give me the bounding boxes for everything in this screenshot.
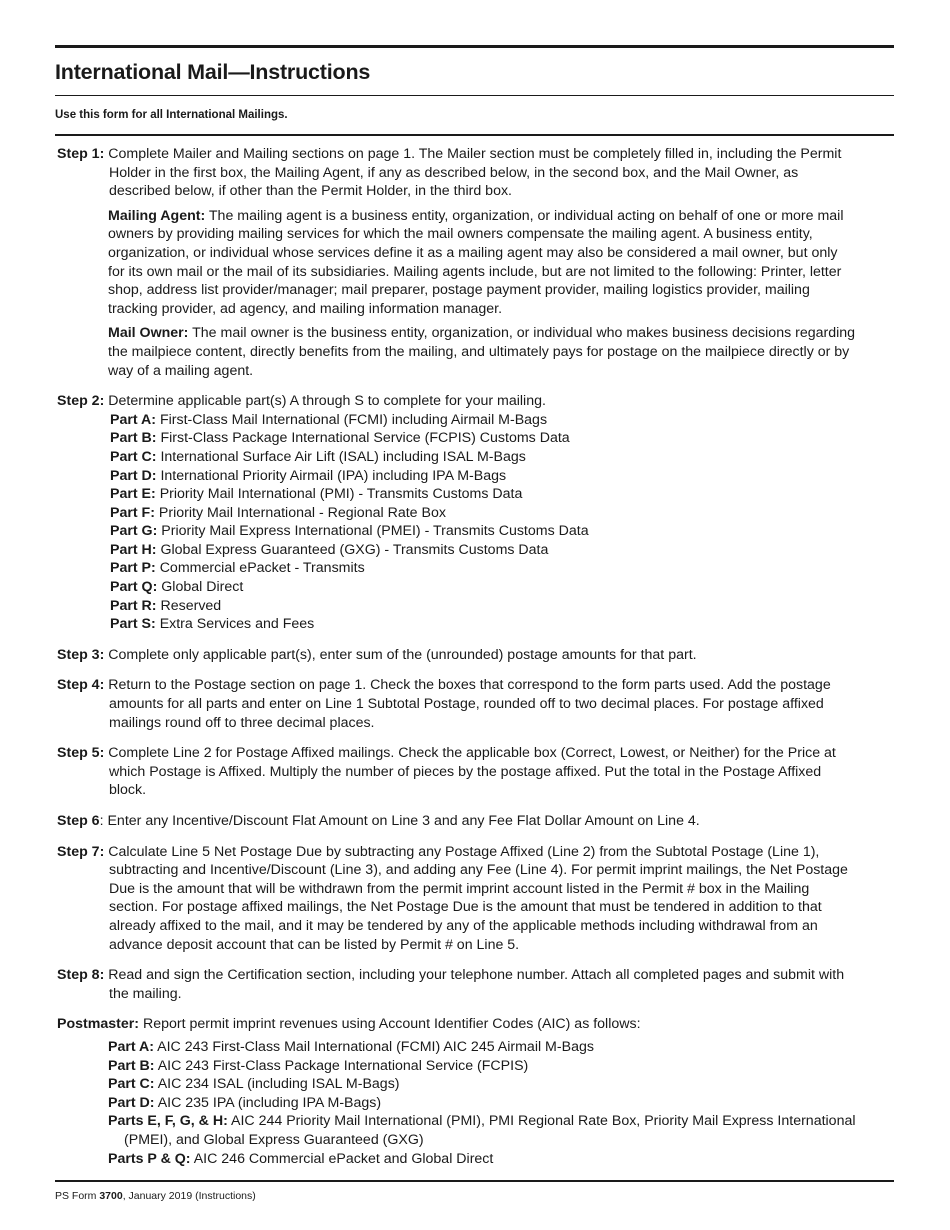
list-item: Part A: First-Class Mail International (FCMI) including Airmail M-Bags (110, 411, 548, 428)
definition-text: The mailing agent is a business entity, organization, or individual acting on behalf of one or more mail owners by providing mailing services for which the mail owners compensate the mailing agent. A business entity, organization, or individual whose services define it as a mailing agent may also be considered a mail owner, but only for its own mail or the mail of its subsidiaries. Mailing agents include, but are not limited to the following: Printer, letter shop, address list provider/manager; mail preparer, postage payment provider, mailing logistics provider, mailing tracking provider, ad agency, and mailing information manager. (108, 207, 844, 317)
mailing-agent-definition (108, 207, 857, 319)
list-item: Parts P & Q: AIC 246 Commercial ePacket and Global Direct (108, 1150, 494, 1167)
step-label: Step 6 (57, 813, 100, 829)
postmaster-text: Report permit imprint revenues using Account Identifier Codes (AIC) as follows: (142, 1016, 641, 1033)
step-text: : Enter any Incentive/Discount Flat Amount on Line 3 and any Fee Flat Dollar Amount on Line 4. (99, 813, 700, 829)
definition-label: Mail Owner: (108, 325, 189, 342)
list-item: Parts E, F, G, & H: AIC 244 Priority Mail International (PMI), PMI Regional Rate Box, Priority Mail Express International (PMEI), and Global Express Guaranteed (GXG) (108, 1113, 856, 1148)
step-label: Step 2: (57, 393, 105, 410)
list-item: Part B: First-Class Package International Service (FCPIS) Customs Data (110, 430, 570, 447)
page-subtitle: Use this form for all International Mailings. (55, 109, 288, 121)
list-item: Part D: AIC 235 IPA (including IPA M-Bags) (108, 1094, 382, 1111)
list-item: Part H: Global Express Guaranteed (GXG) - Transmits Customs Data (110, 541, 549, 558)
page-title: International Mail—Instructions (55, 60, 371, 84)
step-text: Complete Mailer and Mailing sections on page 1. The Mailer section must be completely filled in, including the Permit Holder in the first box, the Mailing Agent, if any as described below, in the second box, and the Mail Owner, as described below, if other than the Permit Holder, in the third box. (108, 146, 842, 200)
step-text: Return to the Postage section on page 1. Check the boxes that correspond to the form parts used. Add the postage amounts for all parts and enter on Line 1 Subtotal Postage, rounded off to two decimal places. For postage affixed mailings round off to three decimal places. (108, 677, 831, 731)
step-8 (57, 966, 857, 1003)
form-footer: PS Form 3700, January 2019 (Instructions) (55, 1190, 256, 1202)
form-number: 3700 (99, 1190, 123, 1202)
parts-list (110, 411, 857, 634)
list-item: Part P: Commercial ePacket - Transmits (110, 560, 365, 577)
step-4 (57, 676, 857, 732)
aic-list (57, 1038, 857, 1168)
list-item: Part A: AIC 243 First-Class Mail International (FCMI) AIC 245 Airmail M-Bags (108, 1038, 594, 1055)
step-label: Step 4: (57, 677, 105, 694)
list-item: Part R: Reserved (110, 597, 222, 614)
step-text: Calculate Line 5 Net Postage Due by subtracting any Postage Affixed (Line 2) from the Subtotal Postage (Line 1), subtracting and Incentive/Discount (Line 3), and adding any Fee (Line 4). For permit imprint mailings, the Net Postage Due is the amount that will be withdrawn from the permit imprint account listed in the Permit # box in the Mailing section. For postage affixed mailings, the Net Postage Due is the amount that must be tendered in addition to that already affixed to the mail, and it may be tendered by any of the applicable methods including withdrawal from an advance deposit account that can be listed by Permit # on Line 5. (108, 843, 848, 953)
step-5 (57, 744, 857, 800)
mail-owner-definition (108, 324, 857, 380)
list-item: Part F: Priority Mail International - Regional Rate Box (110, 504, 446, 521)
step-text: Determine applicable part(s) A through S to complete for your mailing. (108, 393, 546, 410)
list-item: Part S: Extra Services and Fees (110, 616, 315, 633)
title-divider (55, 95, 894, 96)
list-item: Part Q: Global Direct (110, 579, 244, 596)
list-item: Part B: AIC 243 First-Class Package International Service (FCPIS) (108, 1057, 529, 1074)
top-rule (55, 45, 894, 48)
step-2 (57, 392, 857, 411)
step-text: Complete Line 2 for Postage Affixed mailings. Check the applicable box (Correct, Lowest, or Neither) for the Price at which Postage is Affixed. Multiply the number of pieces by the postage affixed. Put the total in the Postage Affixed block. (108, 745, 836, 799)
step-label: Step 1: (57, 146, 105, 162)
definition-text: The mail owner is the business entity, organization, or individual who makes business decisions regarding the mailpiece content, directly benefits from the mailing, and ultimately pays for postage on the mailpiece directly or by way of a mailing agent. (108, 325, 856, 379)
step-6 (57, 812, 857, 831)
step-label: Step 7: (57, 843, 105, 860)
definition-label: Mailing Agent: (108, 207, 206, 224)
list-item: Part C: International Surface Air Lift (ISAL) including ISAL M-Bags (110, 448, 526, 465)
list-item: Part D: International Priority Airmail (IPA) including IPA M-Bags (110, 467, 507, 484)
step-3 (57, 646, 857, 665)
instructions-body (57, 145, 857, 1168)
step-label: Step 8: (57, 967, 105, 984)
postmaster-label: Postmaster: (57, 1016, 140, 1033)
step-7 (57, 843, 857, 955)
step-1 (57, 145, 857, 201)
step-label: Step 5: (57, 745, 105, 762)
list-item: Part G: Priority Mail Express International (PMEI) - Transmits Customs Data (110, 523, 589, 540)
step-label: Step 3: (57, 646, 105, 663)
list-item: Part C: AIC 234 ISAL (including ISAL M-Bags) (108, 1076, 400, 1093)
bottom-rule (55, 1180, 894, 1182)
step-text: Read and sign the Certification section, including your telephone number. Attach all completed pages and submit with the mailing. (108, 967, 845, 1002)
list-item: Part E: Priority Mail International (PMI) - Transmits Customs Data (110, 486, 523, 503)
subtitle-divider (55, 134, 894, 136)
step-text: Complete only applicable part(s), enter sum of the (unrounded) postage amounts for that part. (108, 646, 697, 663)
postmaster-note (57, 1015, 857, 1034)
